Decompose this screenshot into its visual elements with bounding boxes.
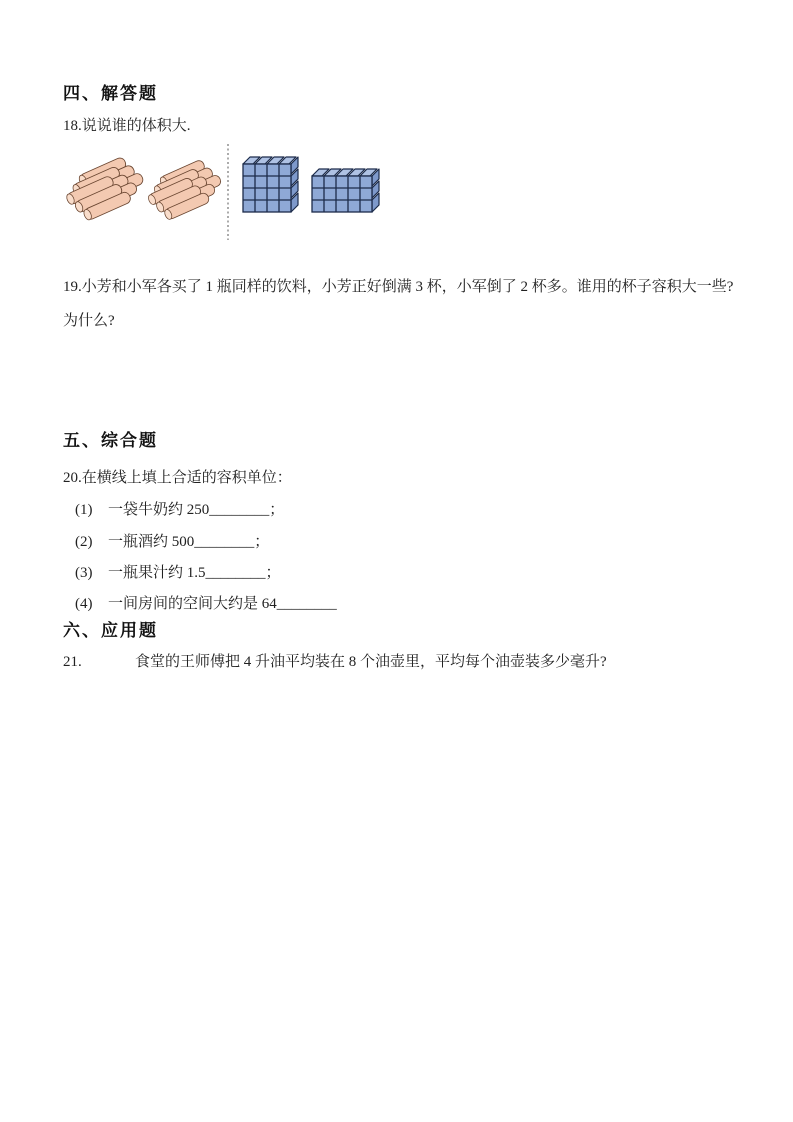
question-19-line2: 为什么? [63,313,115,329]
section4-heading: 四、解答题 [63,84,158,103]
question-21 [63,652,607,672]
log-pile-left [65,156,144,221]
item-3-number: (3) [75,565,93,581]
cube-block-4x4 [243,157,298,212]
figure-svg [60,140,400,245]
item-2-text: 一瓶酒约 500________； [108,534,270,550]
question-18-figure [60,140,400,245]
question-20-item-3 [75,563,281,583]
question-19 [63,270,733,338]
item-4-text: 一间房间的空间大约是 64________ [108,596,337,612]
question-20-item-2 [75,532,269,552]
question-19-line1: 19.小芳和小军各买了 1 瓶同样的饮料，小芳正好倒满 3 杯，小军倒了 2 杯多。谁用的杯子容积大一些? [63,279,734,295]
section6-heading: 六、应用题 [63,621,158,640]
section5-heading: 五、综合题 [63,431,158,450]
item-1-number: (1) [75,502,93,518]
item-4-number: (4) [75,596,93,612]
item-1-text: 一袋牛奶约 250________； [108,502,285,518]
question-18-text: 18.说说谁的体积大. [63,118,191,134]
question-20-stem: 20.在横线上填上合适的容积单位： [63,470,292,486]
question-20-item-4 [75,594,337,614]
item-2-number: (2) [75,534,93,550]
question-21-number: 21. [63,654,82,670]
question-21-text: 食堂的王师傅把 4 升油平均装在 8 个油壶里，平均每个油壶装多少毫升? [135,654,607,670]
cube-block-5x3 [312,169,379,212]
item-3-text: 一瓶果汁约 1.5________； [108,565,281,581]
question-20-item-1 [75,500,284,520]
log-pile-right [147,159,222,221]
